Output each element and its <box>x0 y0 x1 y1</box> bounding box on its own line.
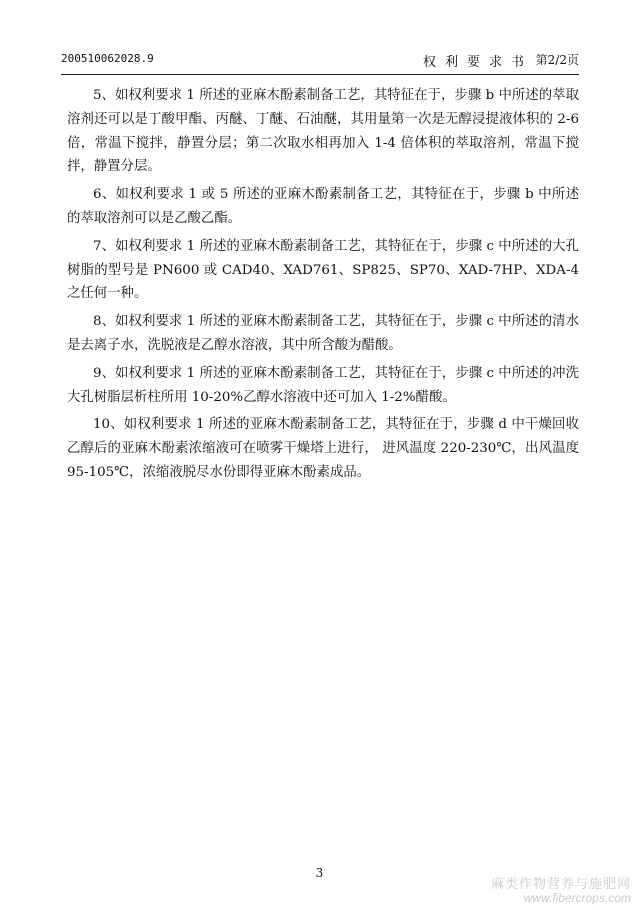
claim-6: 6、如权利要求 1 或 5 所述的亚麻木酚素制备工艺，其特征在于，步骤 b 中所述的萃取溶剂可以是乙酸乙酯。 <box>67 187 579 226</box>
watermark-url: www.fibercrops.com <box>523 891 631 905</box>
site-watermark <box>441 876 631 906</box>
claim-9: 9、如权利要求 1 所述的亚麻木酚素制备工艺，其特征在于，步骤 c 中所述的冲洗大孔树脂层析柱所用 10-20%乙醇水溶液中还可加入 1-2%醋酸。 <box>67 365 579 405</box>
page-indicator: 第2/2页 <box>535 53 579 67</box>
application-number: 200510062028.9 <box>61 52 154 65</box>
claim-8: 8、如权利要求 1 所述的亚麻木酚素制备工艺，其特征在于，步骤 c 中所述的清水是去离子水，洗脱液是乙醇水溶液，其中所含酸为醋酸。 <box>67 314 579 353</box>
header-divider <box>61 74 579 75</box>
claim-5: 5、如权利要求 1 所述的亚麻木酚素制备工艺，其特征在于，步骤 b 中所述的萃取溶剂还可以是丁酸甲酯、丙醚、丁醚、石油醚，其用量第一次是无醇浸提液体积的 2-6 倍，常温下搅拌，静置分层；第二次取水相再加入 1-4 倍体积的萃取溶剂，常温下搅拌，静置分层。 <box>67 88 579 175</box>
claim-7: 7、如权利要求 1 所述的亚麻木酚素制备工艺，其特征在于，步骤 c 中所述的大孔树脂的型号是 PN600 或 CAD40、XAD761、SP825、SP70、XAD-7HP、XDA-4 之任何一种。 <box>67 238 579 302</box>
watermark-text: 麻类作物营养与施肥网 <box>490 876 631 891</box>
claims-body <box>67 84 579 489</box>
document-title: 权利要求书 <box>423 55 534 70</box>
claim-10: 10、如权利要求 1 所述的亚麻木酚素制备工艺，其特征在于，步骤 d 中干燥回收乙醇后的亚麻木酚素浓缩液可在喷雾干燥塔上进行， 进风温度 220-230℃，出风温度 95-105℃，浓缩液脱尽水份即得亚麻木酚素成品。 <box>67 417 579 480</box>
page-number: 3 <box>315 866 324 880</box>
page-header <box>61 50 579 70</box>
